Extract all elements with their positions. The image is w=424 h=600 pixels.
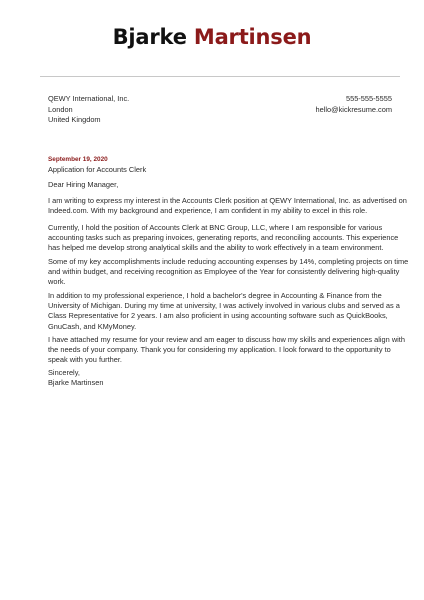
- letter-signature: Bjarke Martinsen: [48, 378, 104, 388]
- candidate-name: [0, 24, 424, 50]
- body-paragraph-2: [48, 223, 399, 254]
- sender-city: London: [48, 104, 73, 114]
- text-line: has helped me develop strong analytical skills and the ability to work effectively in a team environment.: [48, 243, 384, 253]
- header-divider: [40, 76, 400, 77]
- text-line: speak with you further.: [48, 355, 122, 365]
- text-line: I am writing to express my interest in the Accounts Clerk position at QEWY International, Inc. as advertised on: [48, 196, 407, 205]
- first-name: Bjarke: [112, 25, 187, 49]
- sender-address: [48, 94, 129, 126]
- body-paragraph-4: [48, 291, 400, 332]
- body-paragraph-1: [48, 196, 407, 216]
- letter-salutation: Dear Hiring Manager,: [48, 180, 119, 189]
- text-line: the needs of your company. Thank you for considering my application. I look forward to the opportunity to: [48, 345, 391, 355]
- text-line: and within budget, and receiving recognition as Employee of the Year for consistently delivering high-quality: [48, 267, 400, 277]
- text-line: I have attached my resume for your review and am eager to discuss how my skills and experiences align with: [48, 335, 405, 344]
- text-line: Some of my key accomplishments include reducing accounting expenses by 14%, completing projects on time: [48, 257, 409, 266]
- last-name: Martinsen: [193, 25, 312, 49]
- body-paragraph-5: [48, 335, 405, 366]
- text-line: University of Michigan. During my time at university, I was actively involved in various clubs and served as a: [48, 301, 400, 311]
- sender-country: United Kingdom: [48, 115, 101, 124]
- text-line: Currently, I hold the position of Accounts Clerk at BNC Group, LLC, where I am responsible for various: [48, 223, 383, 232]
- letter-closing: Sincerely,: [48, 368, 80, 377]
- letter-date: September 19, 2020: [48, 156, 108, 163]
- letter-subject: Application for Accounts Clerk: [48, 165, 147, 174]
- contact-email: hello@kickresume.com: [315, 104, 392, 114]
- sender-company: QEWY International, Inc.: [48, 94, 130, 103]
- text-line: accounting tasks such as preparing invoices, generating reports, and reconciling accounts. This experience: [48, 233, 399, 243]
- letter-signoff: [48, 368, 103, 388]
- text-line: In addition to my professional experience, I hold a bachelor's degree in Accounting & Finance from the: [48, 291, 382, 300]
- body-paragraph-3: [48, 257, 409, 288]
- text-line: GnuCash, and KMyMoney.: [48, 321, 137, 331]
- text-line: work.: [48, 277, 66, 287]
- text-line: Indeed.com. With my background and experience, I am confident in my ability to excel in this role.: [48, 206, 368, 216]
- contact-phone: 555-555-5555: [345, 94, 392, 103]
- text-line: Class Representative for 2 years. I am also proficient in using accounting software such as QuickBooks,: [48, 311, 388, 321]
- contact-info: [315, 94, 392, 115]
